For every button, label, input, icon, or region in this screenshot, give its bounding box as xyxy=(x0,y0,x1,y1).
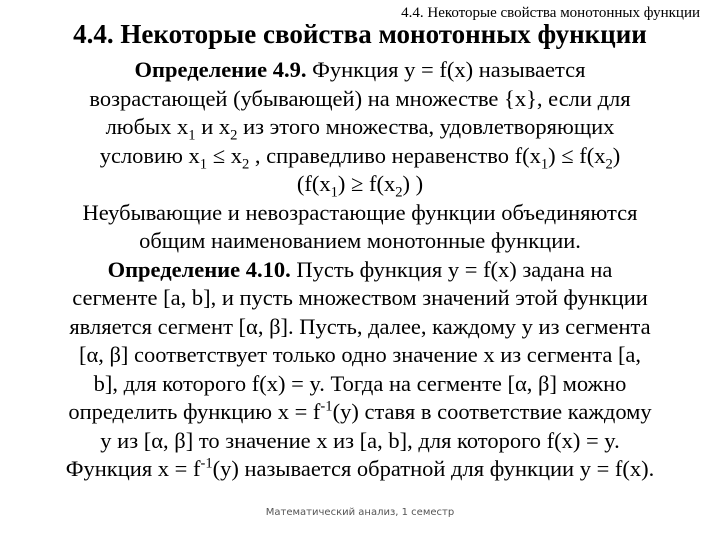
definition-4-9-line-3 xyxy=(0,113,720,142)
subscript: 2 xyxy=(605,156,613,172)
definition-text: , справедливо неравенство f(x xyxy=(249,142,541,168)
definition-4-10-line-8 xyxy=(0,455,720,484)
definition-text: любых x xyxy=(105,114,189,139)
subscript: 2 xyxy=(241,156,250,172)
definition-4-10-line-5: b], для которого f(x) = y. Тогда на сегменте [α, β] можно xyxy=(93,370,627,396)
definition-4-9-line-5 xyxy=(0,170,720,199)
definition-text: Функция y = f(x) называется xyxy=(306,57,586,82)
subscript: 1 xyxy=(330,184,338,201)
subscript: 2 xyxy=(230,127,238,144)
definition-text: (y) ставя в соответствие каждому xyxy=(332,399,652,424)
definition-4-9-line-2: возрастающей (убывающей) на множестве {x}, если для xyxy=(89,85,631,111)
footer: Математический анализ, 1 семестр xyxy=(265,507,455,518)
slide-title: 4.4. Некоторые свойства монотонных функции xyxy=(73,19,647,49)
definition-4-10-line-1 xyxy=(0,256,720,285)
subscript: 1 xyxy=(199,156,208,172)
definition-4-9-line-4 xyxy=(0,142,720,171)
subscript: 1 xyxy=(540,156,549,172)
definition-text: из этого множества, удовлетворяющих xyxy=(237,114,615,139)
definition-text: Пусть функция y = f(x) задана на xyxy=(290,256,613,282)
definition-4-9-line-1 xyxy=(0,56,720,85)
definition-4-10-line-6 xyxy=(0,398,720,427)
definition-text: условию x xyxy=(99,142,200,168)
definition-text: и x xyxy=(195,114,231,139)
definition-text: ) ) xyxy=(402,171,424,196)
paragraph-line-1: Неубывающие и невозрастающие функции объединяются xyxy=(82,199,638,225)
definition-text: ) ≥ f(x xyxy=(337,171,396,196)
subscript: 1 xyxy=(188,127,196,144)
definition-text: (f(x xyxy=(296,171,331,196)
definition-4-10-line-2: сегменте [a, b], и пусть множеством значений этой функции xyxy=(72,285,648,310)
definition-4-10-line-7: y из [α, β] то значение x из [a, b], для которого f(x) = y. xyxy=(100,427,620,453)
definition-text: Функция x = f xyxy=(65,456,201,481)
running-header: 4.4. Некоторые свойства монотонных функции xyxy=(401,5,700,21)
definition-text: ) ≤ f(x xyxy=(548,142,606,168)
definition-text: ≤ x xyxy=(207,142,242,168)
definition-text: (y) называется обратной для функции y = f(x). xyxy=(212,456,655,481)
subscript: 2 xyxy=(395,184,403,201)
definition-4-10-label: Определение 4.10. xyxy=(107,256,291,282)
superscript: -1 xyxy=(200,455,213,472)
definition-text: определить функцию x = f xyxy=(68,399,321,424)
superscript: -1 xyxy=(320,398,333,415)
slide-body xyxy=(0,56,720,484)
paragraph-line-2: общим наименованием монотонные функции. xyxy=(139,228,581,253)
definition-text: ) xyxy=(612,142,621,168)
definition-4-10-line-3: является сегмент [α, β]. Пусть, далее, каждому y из сегмента xyxy=(69,313,651,339)
definition-4-9-label: Определение 4.9. xyxy=(134,57,307,82)
definition-4-10-line-4: [α, β] соответствует только одно значение x из сегмента [a, xyxy=(78,342,642,367)
